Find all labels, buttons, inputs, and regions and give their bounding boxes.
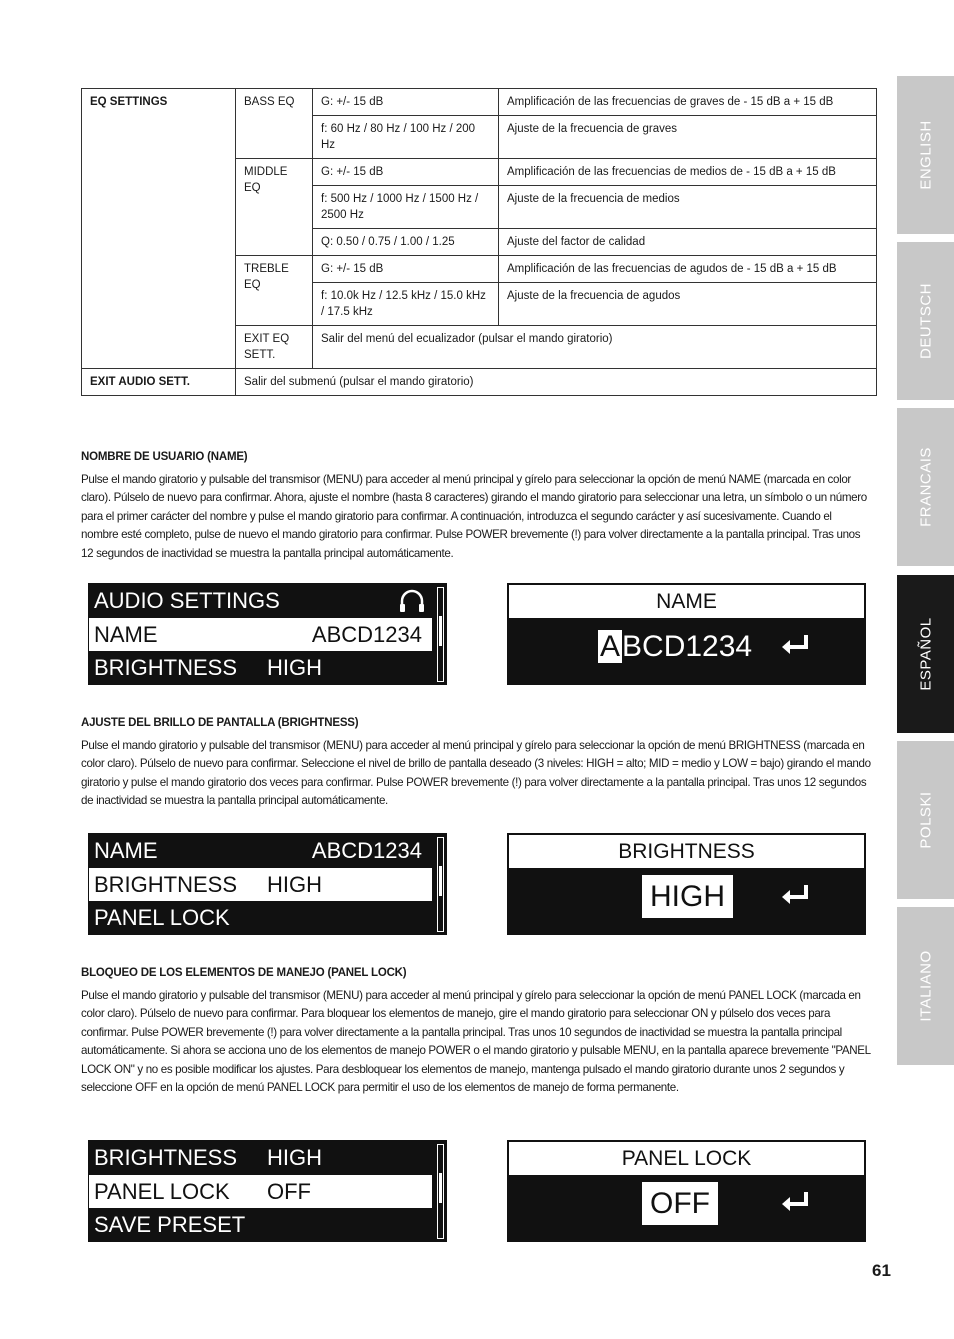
lcd-row-selected	[89, 868, 432, 901]
tab-label: FRANCAIS	[917, 447, 934, 527]
lcd-detail-body	[508, 619, 865, 684]
enter-icon	[780, 631, 810, 659]
lcd-row-selected	[89, 1175, 432, 1208]
tab-espanol[interactable]	[897, 575, 954, 733]
lcd-name-rest: BCD1234	[622, 630, 753, 663]
tab-label: ENGLISH	[917, 120, 934, 190]
lcd-row-label: SAVE PRESET	[94, 1212, 246, 1237]
panel-lock-heading: BLOQUEO DE LOS ELEMENTOS DE MANEJO (PANEL LOCK)	[81, 967, 407, 979]
headphones-icon	[398, 587, 426, 615]
treble-g-desc: Amplificación de las frecuencias de agudos de - 15 dB a + 15 dB	[499, 256, 877, 283]
lcd-detail-name	[507, 583, 866, 685]
lcd-row-value: OFF	[267, 1179, 311, 1204]
treble-g-cell: G: +/- 15 dB	[313, 256, 499, 283]
lcd-detail-title: BRIGHTNESS	[509, 835, 864, 868]
lcd-detail-body	[508, 1176, 865, 1241]
tab-english[interactable]	[897, 76, 954, 234]
mid-q-cell: Q: 0.50 / 0.75 / 1.00 / 1.25	[313, 229, 499, 256]
lcd-row-value: ABCD1234	[311, 622, 422, 647]
page-number: 61	[872, 1261, 891, 1280]
mid-g-desc: Amplificación de las frecuencias de medios de - 15 dB a + 15 dB	[499, 159, 877, 186]
lcd-detail-value: OFF	[642, 1182, 718, 1225]
name-body: Pulse el mando giratorio y pulsable del transmisor (MENU) para acceder al menú principal y gírelo para seleccionar la opción de menú NAME (marcada en color claro). Púlselo de nuevo para confirmar. Ahora, ajuste el nombre (hasta 8 caracteres) girando el mando giratorio para seleccionar una letra, un símbolo o un número para el primer carácter del nombre y pulse el mando giratorio para confirmar. A continuación, introduzca el segundo carácter y así sucesivamente. Cuando el nombre esté completo, pulse de nuevo el mando giratorio para confirmar. Pulse POWER brevemente (!) para volver directamente a la pantalla principal. Tras unos 12 segundos de inactividad se muestra la pantalla principal automáticamente.	[81, 473, 867, 560]
lcd-row-label: PANEL LOCK	[94, 905, 230, 930]
lcd-detail-title: PANEL LOCK	[509, 1142, 864, 1175]
lcd-row	[89, 1208, 432, 1241]
lcd-row-selected	[89, 618, 432, 651]
lcd-row-label: BRIGHTNESS	[94, 655, 238, 680]
lcd-row-value: HIGH	[267, 655, 322, 680]
lcd-row-label: BRIGHTNESS	[94, 1145, 238, 1170]
lcd-scroll-thumb	[439, 866, 442, 896]
lcd-detail-value: HIGH	[642, 875, 733, 918]
bass-g-desc: Amplificación de las frecuencias de graves de - 15 dB a + 15 dB	[499, 89, 877, 116]
mid-f-cell: f: 500 Hz / 1000 Hz / 1500 Hz / 2500 Hz	[313, 186, 499, 229]
lcd-row-value: HIGH	[267, 1145, 322, 1170]
exit-eq-desc: Salir del menú del ecualizador (pulsar el mando giratorio)	[313, 326, 877, 369]
lcd-detail-body	[508, 869, 865, 934]
brightness-section	[81, 717, 871, 811]
mid-q-desc: Ajuste del factor de calidad	[499, 229, 877, 256]
lcd-row	[89, 1141, 432, 1174]
lcd-menu-audio-settings	[88, 583, 447, 685]
exit-audio-desc: Salir del submenú (pulsar el mando giratorio)	[236, 369, 877, 396]
lcd-scroll-thumb	[439, 616, 442, 646]
lcd-scroll-thumb	[439, 1173, 442, 1203]
tab-francais[interactable]	[897, 408, 954, 566]
panel-lock-section	[81, 967, 871, 1097]
lcd-row	[89, 651, 432, 684]
bass-eq-label: BASS EQ	[236, 89, 313, 159]
lcd-row-label: NAME	[94, 622, 158, 647]
treble-eq-label: TREBLE EQ	[236, 256, 313, 326]
lcd-row-label: PANEL LOCK	[94, 1179, 230, 1204]
lcd-scrollbar	[437, 587, 444, 682]
lcd-detail-panel-lock	[507, 1140, 866, 1242]
lcd-menu-name	[88, 833, 447, 935]
tab-label: POLSKI	[917, 791, 934, 849]
tab-italiano[interactable]	[897, 907, 954, 1065]
bass-f-desc: Ajuste de la frecuencia de graves	[499, 116, 877, 159]
lcd-scrollbar	[437, 1144, 444, 1239]
brightness-heading: AJUSTE DEL BRILLO DE PANTALLA (BRIGHTNESS)	[81, 717, 359, 729]
tab-label: ESPAÑOL	[917, 617, 934, 691]
bass-f-cell: f: 60 Hz / 80 Hz / 100 Hz / 200 Hz	[313, 116, 499, 159]
tab-label: ITALIANO	[917, 950, 934, 1022]
lcd-row	[89, 834, 432, 867]
enter-icon	[780, 881, 810, 909]
eq-settings-label: EQ SETTINGS	[82, 89, 236, 369]
name-heading: NOMBRE DE USUARIO (NAME)	[81, 451, 248, 463]
lcd-row-value: ABCD1234	[311, 838, 422, 863]
bass-g-cell: G: +/- 15 dB	[313, 89, 499, 116]
name-section	[81, 451, 871, 563]
lcd-row-value: HIGH	[267, 872, 322, 897]
lcd-row	[89, 901, 432, 934]
lcd-row-label: BRIGHTNESS	[94, 872, 238, 897]
tab-label: DEUTSCH	[917, 282, 934, 360]
lcd-cursor-char: A	[600, 630, 621, 663]
tab-polski[interactable]	[897, 741, 954, 899]
exit-audio-label: EXIT AUDIO SETT.	[82, 369, 236, 396]
exit-eq-label: EXIT EQ SETT.	[236, 326, 313, 369]
lcd-detail-title: NAME	[509, 585, 864, 618]
lcd-name-value	[598, 625, 752, 669]
mid-f-desc: Ajuste de la frecuencia de medios	[499, 186, 877, 229]
brightness-body: Pulse el mando giratorio y pulsable del transmisor (MENU) para acceder al menú principal y gírelo para seleccionar la opción de menú BRIGHTNESS (marcada en color claro). Púlselo de nuevo para confirmar. Seleccione el nivel de brillo de pantalla deseado (3 niveles: HIGH = alto; MID = medio y LOW = bajo) girando el mando giratorio y pulse el mando giratorio dos veces para confirmar. Pulse POWER brevemente (!) para volver directamente a la pantalla principal. Tras unos 12 segundos de inactividad se muestra la pantalla principal automáticamente.	[81, 739, 871, 808]
lcd-scrollbar	[437, 837, 444, 932]
lcd-detail-brightness	[507, 833, 866, 935]
lcd-row	[89, 584, 432, 617]
middle-eq-label: MIDDLE EQ	[236, 159, 313, 256]
mid-g-cell: G: +/- 15 dB	[313, 159, 499, 186]
enter-icon	[780, 1188, 810, 1216]
eq-settings-table	[81, 88, 877, 396]
lcd-menu-brightness	[88, 1140, 447, 1242]
lcd-row-label: AUDIO SETTINGS	[94, 588, 280, 613]
treble-f-desc: Ajuste de la frecuencia de agudos	[499, 283, 877, 326]
panel-lock-body: Pulse el mando giratorio y pulsable del transmisor (MENU) para acceder al menú principal y gírelo para seleccionar la opción de menú PANEL LOCK (marcada en color claro). Púlselo de nuevo para confirmar. Para bloquear los elementos de manejo, gire el mando giratorio para seleccionar ON y púlselo dos veces para confirmar. Pulse POWER brevemente (!) para volver directamente a la pantalla principal. Tras unos 10 segundos de inactividad se muestra la pantalla principal automáticamente. Si ahora se acciona uno de los elementos de manejo POWER o el mando giratorio y pulsable MENU, en la pantalla aparece brevemente "PANEL LOCK ON" y no es posible modificar los ajustes. Para desbloquear los elementos de manejo, mantenga pulsado el mando giratorio durante unos 2 segundos y seleccione OFF en la opción de menú PANEL LOCK para permitir el uso de los elementos de manejo de forma permanente.	[81, 989, 871, 1095]
treble-f-cell: f: 10.0k Hz / 12.5 kHz / 15.0 kHz / 17.5 kHz	[313, 283, 499, 326]
tab-deutsch[interactable]	[897, 242, 954, 400]
lcd-row-label: NAME	[94, 838, 158, 863]
